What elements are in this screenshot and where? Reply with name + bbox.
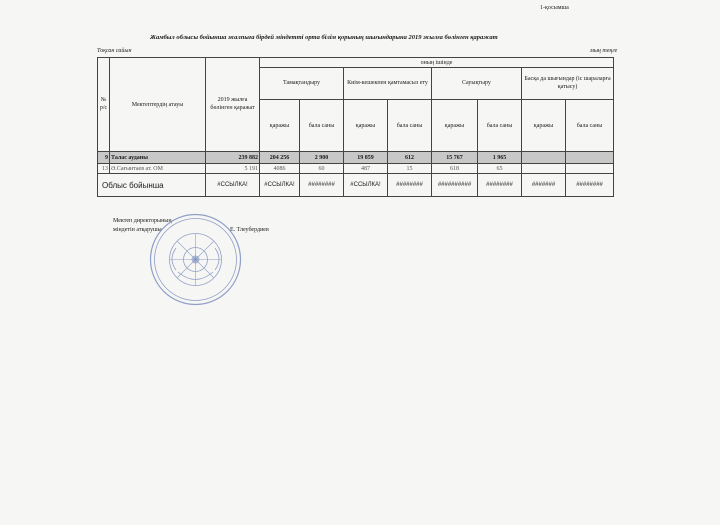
cell-food-children: 2 900 bbox=[300, 152, 344, 164]
header-school: Мектептердің атауы bbox=[110, 58, 206, 152]
header-group-food: Тамақтандыру bbox=[260, 68, 344, 100]
cell-food-children: ######## bbox=[300, 174, 344, 197]
header-group-clothing: Киім-кешекпен қамтамасыз ету bbox=[344, 68, 432, 100]
signature-title-line1: Мектеп директорының bbox=[113, 218, 172, 224]
annex-label: 1-қосымша bbox=[540, 5, 569, 11]
region-label: Тоқсан сайын bbox=[97, 48, 132, 54]
header-children: бала саны bbox=[478, 100, 522, 152]
cell-other-funds: ####### bbox=[522, 174, 566, 197]
cell-total: 5 191 bbox=[206, 164, 260, 174]
cell-other-funds bbox=[522, 152, 566, 164]
header-including: оның ішінде bbox=[260, 58, 614, 68]
cell-name: Ә.Сағынтаев ат. ОМ bbox=[110, 164, 206, 174]
header-group-health: Сауықтыру bbox=[432, 68, 522, 100]
document-title: Жамбыл облысы бойынша жалпыға бірдей міндетті орта білім қорының шығындарына 2019 жылға бөлінген қаражат bbox=[150, 34, 498, 41]
official-seal-stamp bbox=[148, 212, 243, 307]
cell-other-children bbox=[566, 152, 614, 164]
cell-name: Облыс бойынша bbox=[98, 174, 206, 197]
signature-name: Е. Тлеубердиев bbox=[230, 227, 269, 233]
table-row-oblast-total bbox=[98, 174, 614, 197]
header-children: бала саны bbox=[388, 100, 432, 152]
cell-clothing-children: 612 bbox=[388, 152, 432, 164]
cell-clothing-funds: 19 859 bbox=[344, 152, 388, 164]
table-row-district bbox=[98, 152, 614, 164]
header-group-other: Басқа да шығындар (іс шараларға қатысу) bbox=[522, 68, 614, 100]
cell-food-children: 60 bbox=[300, 164, 344, 174]
cell-name: Талас ауданы bbox=[110, 152, 206, 164]
cell-total: 239 882 bbox=[206, 152, 260, 164]
cell-clothing-children: ######## bbox=[388, 174, 432, 197]
cell-total: #ССЫЛКА! bbox=[206, 174, 260, 197]
signature-title-line2: міндетін атқарушы bbox=[113, 227, 162, 233]
cell-food-funds: 204 256 bbox=[260, 152, 300, 164]
header-funds: қаражы bbox=[522, 100, 566, 152]
cell-food-funds: #ССЫЛКА! bbox=[260, 174, 300, 197]
cell-health-children: ######## bbox=[478, 174, 522, 197]
cell-num: 9 bbox=[98, 152, 110, 164]
cell-health-funds: 618 bbox=[432, 164, 478, 174]
cell-health-funds: ########## bbox=[432, 174, 478, 197]
allocation-table bbox=[97, 57, 614, 197]
header-funds: қаражы bbox=[432, 100, 478, 152]
cell-food-funds: 4086 bbox=[260, 164, 300, 174]
header-allocated: 2019 жылға бөлінген қаражат bbox=[206, 58, 260, 152]
header-children: бала саны bbox=[566, 100, 614, 152]
header-num: № р/с bbox=[98, 58, 110, 152]
cell-clothing-funds: 487 bbox=[344, 164, 388, 174]
unit-label: мың теңге bbox=[590, 48, 618, 54]
cell-clothing-funds: #ССЫЛКА! bbox=[344, 174, 388, 197]
table-row-school bbox=[98, 164, 614, 174]
cell-num: 13 bbox=[98, 164, 110, 174]
cell-health-children: 1 965 bbox=[478, 152, 522, 164]
cell-health-children: 65 bbox=[478, 164, 522, 174]
header-children: бала саны bbox=[300, 100, 344, 152]
cell-other-children: ######## bbox=[566, 174, 614, 197]
header-funds: қаражы bbox=[344, 100, 388, 152]
header-funds: қаражы bbox=[260, 100, 300, 152]
cell-other-children bbox=[566, 164, 614, 174]
cell-other-funds bbox=[522, 164, 566, 174]
cell-health-funds: 15 767 bbox=[432, 152, 478, 164]
cell-clothing-children: 15 bbox=[388, 164, 432, 174]
